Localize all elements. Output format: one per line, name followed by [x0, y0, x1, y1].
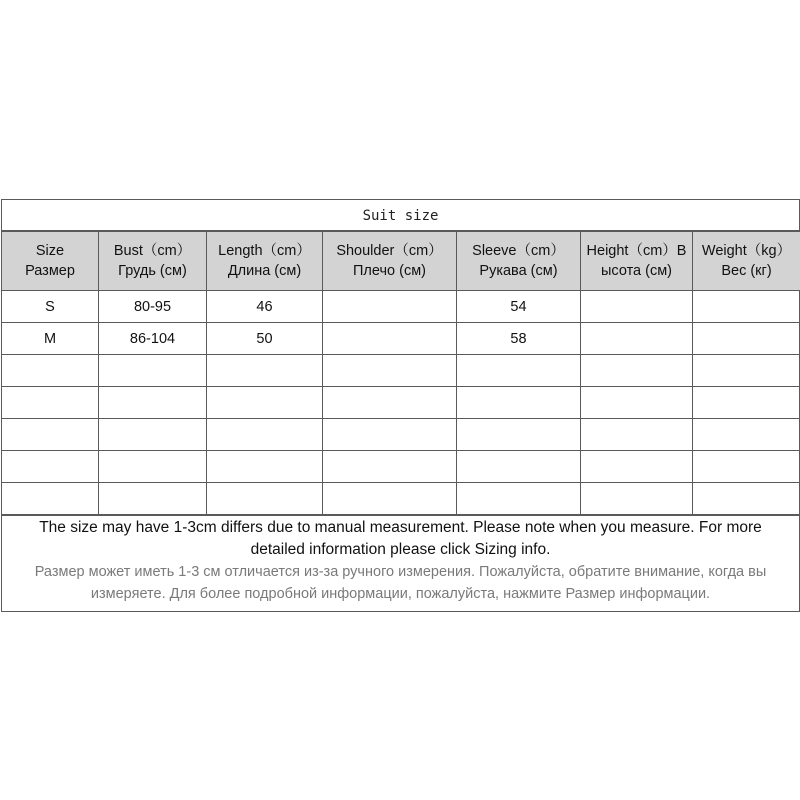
table-cell — [207, 419, 323, 451]
chart-title: Suit size — [2, 200, 799, 231]
header-cell: Bust（cm） Грудь (см) — [99, 232, 207, 291]
table-cell — [323, 483, 457, 515]
table-cell — [693, 323, 800, 355]
table-cell: S — [2, 291, 99, 323]
table-cell — [323, 451, 457, 483]
table-cell — [99, 419, 207, 451]
table-row — [2, 355, 800, 387]
table-cell: 80-95 — [99, 291, 207, 323]
table-cell — [99, 387, 207, 419]
table-cell — [457, 419, 581, 451]
header-row — [2, 232, 800, 291]
table-cell — [457, 355, 581, 387]
table-cell — [457, 387, 581, 419]
measurement-note — [2, 515, 799, 605]
table-cell — [457, 483, 581, 515]
table-cell: 58 — [457, 323, 581, 355]
note-english: The size may have 1-3cm differs due to manual measurement. Please note when you measure. For more detailed information please click Sizing info. — [39, 519, 762, 558]
table-cell — [2, 483, 99, 515]
table-cell — [207, 355, 323, 387]
header-cell: Height（cm）В ысота (см) — [581, 232, 693, 291]
table-cell — [693, 451, 800, 483]
header-cell: Size Размер — [2, 232, 99, 291]
table-cell — [2, 387, 99, 419]
header-cell: Sleeve（cm） Рукава (см) — [457, 232, 581, 291]
table-cell — [99, 483, 207, 515]
table-row — [2, 483, 800, 515]
table-cell — [2, 419, 99, 451]
table-cell — [323, 419, 457, 451]
table-cell — [99, 355, 207, 387]
table-cell — [323, 387, 457, 419]
header-cell: Weight（kg） Вес (кг) — [693, 232, 800, 291]
note-russian: Размер может иметь 1-3 см отличается из-за ручного измерения. Пожалуйста, обратите внимание, когда вы измеряете. Для более подробной информации, пожалуйста, нажмите Размер информации. — [34, 564, 767, 602]
table-cell — [581, 323, 693, 355]
table-row — [2, 419, 800, 451]
table-cell — [207, 483, 323, 515]
header-cell: Shoulder（cm） Плечо (см) — [323, 232, 457, 291]
table-cell — [581, 355, 693, 387]
table-cell — [693, 355, 800, 387]
size-table — [1, 231, 800, 515]
table-cell — [2, 451, 99, 483]
table-cell — [581, 483, 693, 515]
table-cell — [207, 387, 323, 419]
table-row — [2, 323, 800, 355]
table-cell — [581, 387, 693, 419]
table-cell — [581, 419, 693, 451]
table-cell: 86-104 — [99, 323, 207, 355]
table-cell — [207, 451, 323, 483]
table-cell: M — [2, 323, 99, 355]
table-cell: 46 — [207, 291, 323, 323]
table-cell — [581, 291, 693, 323]
table-cell — [323, 323, 457, 355]
header-cell: Length（cm） Длина (см) — [207, 232, 323, 291]
table-cell: 50 — [207, 323, 323, 355]
table-cell: 54 — [457, 291, 581, 323]
table-cell — [99, 451, 207, 483]
table-cell — [323, 355, 457, 387]
table-row — [2, 291, 800, 323]
table-row — [2, 451, 800, 483]
table-row — [2, 387, 800, 419]
size-chart — [1, 199, 800, 612]
table-cell — [323, 291, 457, 323]
table-cell — [693, 419, 800, 451]
table-cell — [693, 291, 800, 323]
table-cell — [693, 483, 800, 515]
table-cell — [2, 355, 99, 387]
table-cell — [693, 387, 800, 419]
table-cell — [457, 451, 581, 483]
table-cell — [581, 451, 693, 483]
